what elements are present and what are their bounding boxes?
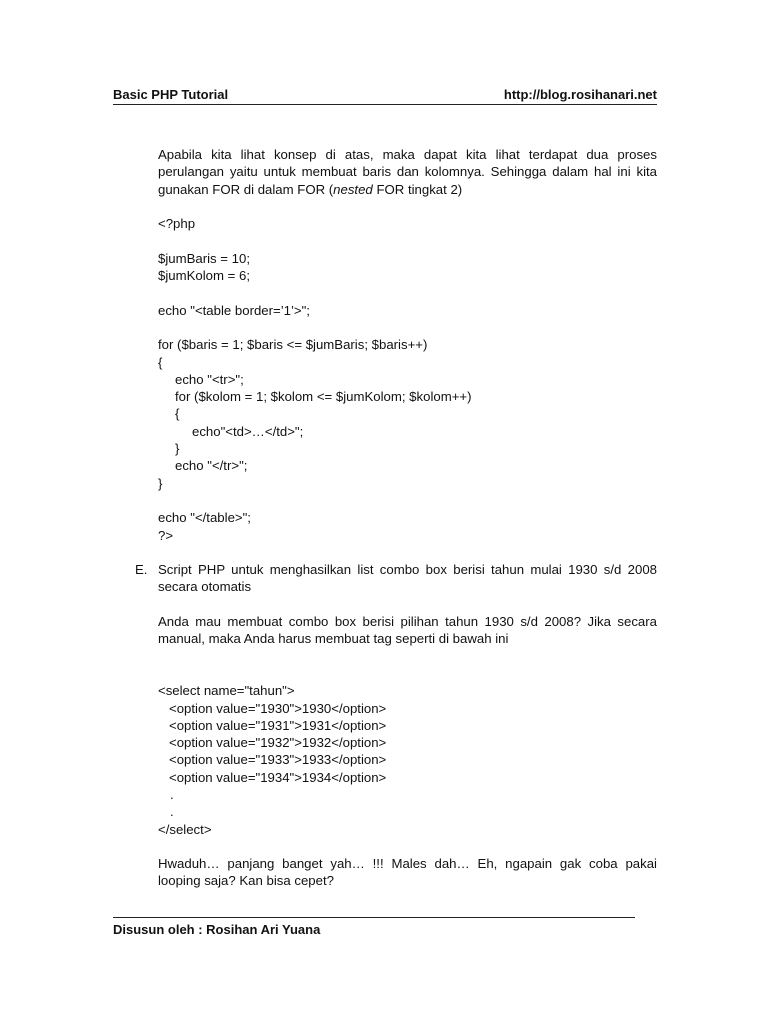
section-e-marker: E.	[135, 562, 148, 578]
code-echo-tr-close: echo "</tr>";	[175, 458, 248, 474]
header-url: http://blog.rosihanari.net	[503, 87, 657, 102]
intro-text-start: Apabila kita lihat konsep di atas, maka dapat kita lihat terdapat dua proses perulangan yaitu untuk membuat baris dan kolomnya. Sehingga dalam hal ini kita gunakan FOR di dalam FOR (	[158, 147, 657, 197]
section-e-heading: Script PHP untuk menghasilkan list combo box berisi tahun mulai 1930 s/d 2008 secara otomatis	[158, 562, 657, 595]
code-jumkolom: $jumKolom = 6;	[158, 268, 250, 284]
section-e	[135, 561, 657, 890]
code-jumbaris: $jumBaris = 10;	[158, 250, 250, 266]
code-select-open: <select name="tahun">	[158, 683, 295, 699]
code-option: <option value="1931">1931</option>	[169, 717, 387, 733]
footer-author: Disusun oleh : Rosihan Ari Yuana	[113, 922, 321, 937]
code-brace-open-2: {	[175, 406, 180, 422]
section-e-paragraph-1: Anda mau membuat combo box berisi pilihan tahun 1930 s/d 2008? Jika secara manual, maka Anda harus membuat tag seperti di bawah ini	[158, 614, 657, 647]
code-php-close: ?>	[158, 527, 174, 543]
code-ellipsis-dot: .	[170, 786, 174, 802]
code-echo-table-close: echo "</table>";	[158, 510, 251, 526]
code-echo-table: echo "<table border=’1’>";	[158, 302, 310, 318]
page-header	[113, 86, 657, 105]
code-select-close: </select>	[158, 821, 212, 837]
code-brace-close-2: }	[175, 441, 180, 457]
code-brace-close-1: }	[158, 475, 163, 491]
code-ellipsis-dot: .	[170, 804, 174, 820]
code-for-baris: for ($baris = 1; $baris <= $jumBaris; $baris++)	[158, 337, 428, 353]
page-content	[135, 146, 657, 890]
code-php-open: <?php	[158, 216, 196, 232]
code-option: <option value="1934">1934</option>	[169, 769, 387, 785]
code-echo-tr: echo "<tr>";	[175, 371, 244, 387]
code-option: <option value="1933">1933</option>	[169, 752, 387, 768]
code-option: <option value="1932">1932</option>	[169, 735, 387, 751]
code-brace-open-1: {	[158, 354, 163, 370]
footer-divider	[113, 917, 635, 918]
intro-italic: nested	[333, 181, 373, 197]
code-option: <option value="1930">1930</option>	[169, 700, 387, 716]
code-for-kolom: for ($kolom = 1; $kolom <= $jumKolom; $kolom++)	[175, 389, 472, 405]
section-e-paragraph-2: Hwaduh… panjang banget yah… !!! Males dah… Eh, ngapain gak coba pakai looping saja? Kan bisa cepet?	[158, 856, 657, 889]
header-title: Basic PHP Tutorial	[113, 87, 229, 102]
intro-text-end: FOR tingkat 2)	[372, 181, 463, 197]
intro-paragraph	[158, 146, 657, 198]
code-echo-td: echo"<td>…</td>";	[192, 423, 304, 439]
